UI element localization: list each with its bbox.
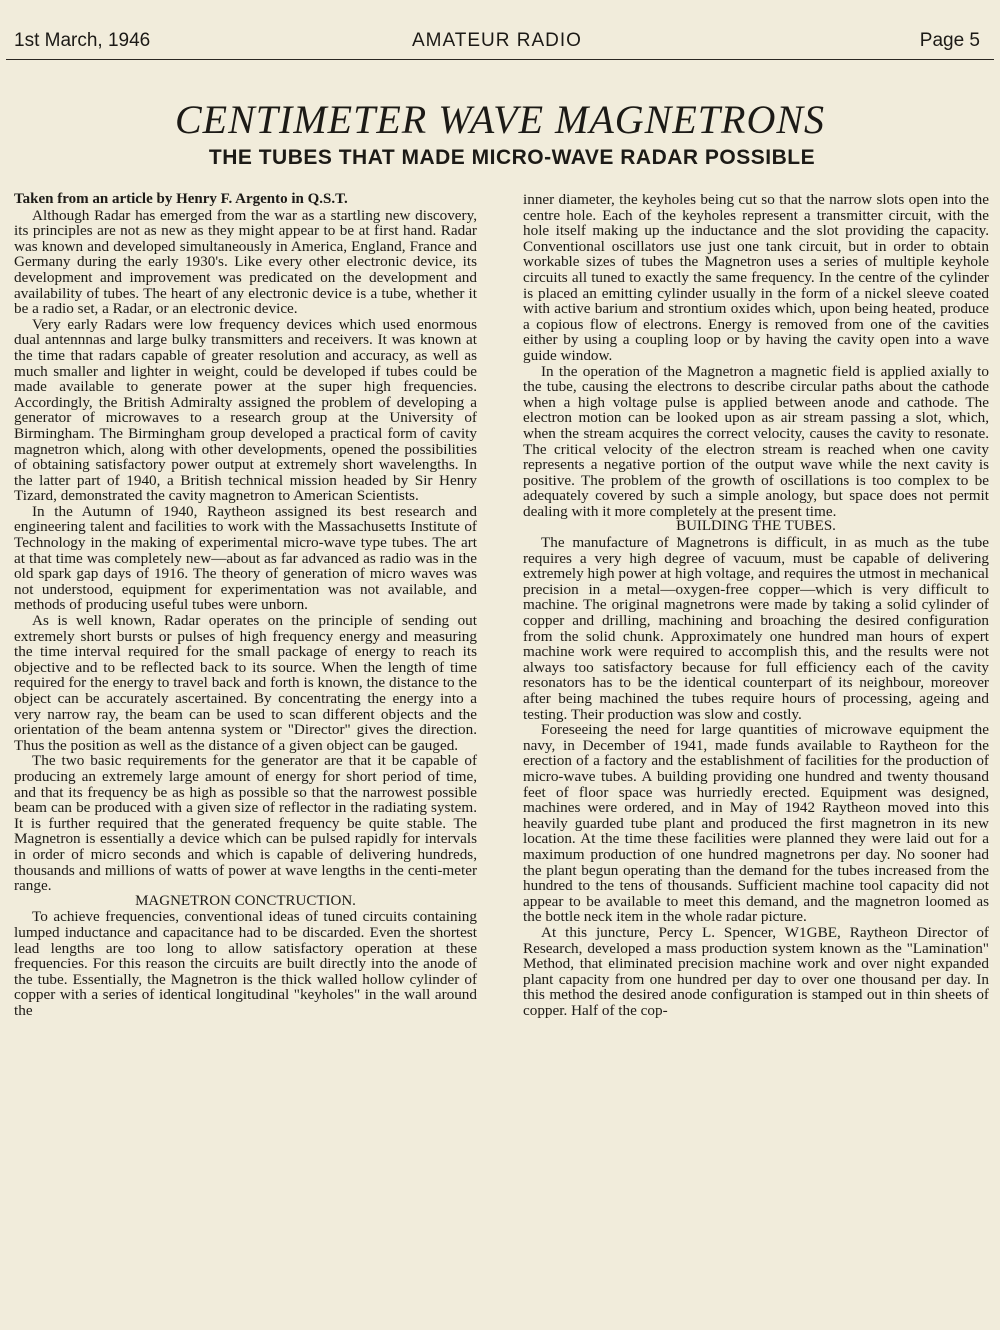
header-rule: [6, 59, 994, 60]
paragraph: Foreseeing the need for large quantities of microwave equipment the navy, in December of 1941, made funds available to Raytheon for the erection of a factory and the establishment of facilities for the production of micro-wave tubes. A building providing one hundred and twenty thousand feet of floor space was hurriedly erected. Equipment was designed, machines were ordered, and in May of 1942 Raytheon moved into this heavily guarded tube plant and produced the first magnetron in its new location. At the time these facilities were planned they were laid out for a maximum production of one hundred magnetrons per day. No sooner had the plant begun operating than the demand for the tubes increased from the hundred to the tens of thousands. Sufficient machine tool capacity did not appear to be available to meet this demand, and the magnetron loomed as the bottle neck item in the whole radar picture.: [523, 721, 989, 926]
article-title: CENTIMETER WAVE MAGNETRONS: [174, 97, 826, 142]
article-subtitle: THE TUBES THAT MADE MICRO-WAVE RADAR POSSIBLE: [208, 146, 816, 169]
issue-date: 1st March, 1946: [14, 30, 151, 51]
paragraph: Very early Radars were low frequency devices which used enormous dual antennnas and large bulky transmitters and receivers. It was known at the time that radars capable of greater resolution and accuracy, as well as much smaller and lighter in weight, could be developed if tubes could be made available to generate power at the super high frequencies. Accordingly, the British Admiralty assigned the problem of developing a generator of microwaves to a research group at the University of Birmingham. The Birmingham group developed a practical form of cavity magnetron which, along with other developments, opened the possibilities of obtaining satisfactory power output at extremely short wavelengths. In the latter part of 1940, a British technical mission headed by Sir Henry Tizard, demonstrated the cavity magnetron to American Scientists.: [14, 315, 477, 505]
page-number: Page 5: [919, 30, 980, 51]
paragraph: As is well known, Radar operates on the principle of sending out extremely short bursts or pulses of high frequency energy and measuring the time interval required for the small package of energy to reach its objective and to be reflected back to its source. When the length of time required for the energy to travel back and forth is known, the distance to the object can be accurately ascertained. By concentrating the energy into a very narrow ray, the beam can be used to scan different objects and the orientation of the beam antenna system or "Director" gives the direction. Thus the position as well as the distance of a given object can be gauged.: [14, 612, 477, 754]
magazine-name: AMATEUR RADIO: [412, 30, 582, 51]
construction-paragraphs: [14, 909, 477, 1018]
left-column: [14, 192, 477, 1018]
paragraph: In the operation of the Magnetron a magnetic field is applied axially to the tube, causing the electrons to describe circular paths about the cathode when a high voltage pulse is applied between anode and cathode. The electron motion can be looked upon as air stream passing a slot, which, when the stream acquires the correct velocity, causes the cavity to resonate. The critical velocity of the electron stream is reached when one cavity represents a negative portion of the output wave while the next cavity is positive. The problem of the growth of oscillations is too complex to be adequately covered by such a simple anology, but space does not permit dealing with it more completely at the present time.: [523, 362, 989, 520]
paragraph: In the Autumn of 1940, Raytheon assigned its best research and engineering talent and facilities to work with the Massachusetts Institute of Technology in the making of experimental micro-wave type tubes. The art at that time was completely new—about as far advanced as radio was in the old spark gap days of 1916. The theory of generation of micro waves was not understood, equipment for experimentation was not available, and methods of producing useful tubes were unborn.: [14, 502, 477, 614]
paragraph: The two basic requirements for the generator are that it be capable of producing an extremely large amount of energy for short period of time, and that its frequency be as high as possible so that the narrowest possible beam can be produced with a given size of reflector in the radiating system. It is further required that the generated frequency be quite stable. The Magnetron is essentially a device which can be pulsed rapidly for intervals in order of micro seconds and which is capable of delivering hundreds, thousands and millions of watts of power at wave lengths in the centi-meter range.: [14, 752, 477, 895]
paragraph: inner diameter, the keyholes being cut so that the narrow slots open into the centre hole. Each of the keyholes represent a transmitter circuit, with the hole itself making up the inductance and the slot providing the capacity. Conventional oscillators use just one tank circuit, but in order to obtain workable sizes of tubes the Magnetron uses a series of multiple keyhole circuits all tuned to exactly the same frequency. In the centre of the cylinder is placed an emitting cylinder usually in the form of a nickel sleeve coated with active barium and strontium oxides which, upon being heated, produce a copious flow of electrons. Energy is removed from one of the cavities either by using a coupling loop or by having the cavity open into a wave guide window.: [523, 191, 989, 364]
right-paragraphs: [523, 192, 989, 519]
page-header: [14, 30, 990, 56]
paragraph: Although Radar has emerged from the war as a startling new discovery, its principles are not as new as they might appear to be at first hand. Radar was known and developed simultaneously in America, England, France and Germany during the early 1930's. Like every other electronic device, its development and improvement was predicated on the development and availability of tubes. The heart of any electronic device is a tube, whether it be a radio set, a Radar, or an electronic device.: [14, 206, 477, 318]
paragraph: To achieve frequencies, conventional ideas of tuned circuits containing lumped inductance and capacitance had to be discarded. Even the shortest lead lengths are too long to allow satisfactory operation at these frequencies. For this reason the circuits are built directly into the anode of the tube. Essentially, the Magnetron is the thick walled hollow cylinder of copper with a series of identical longitudinal "keyholes" in the wall around the: [14, 908, 477, 1019]
section-heading-construction: MAGNETRON CONCTRUCTION.: [135, 892, 356, 909]
right-column: [523, 192, 989, 1018]
byline: Taken from an article by Henry F. Argento in Q.S.T.: [14, 191, 348, 207]
section-heading-building: BUILDING THE TUBES.: [676, 518, 836, 535]
paragraph: At this juncture, Percy L. Spencer, W1GBE, Raytheon Director of Research, developed a mass production system known as the "Lamination" Method, that eliminated precision machine work and over night expanded plant capacity from one hundred per day to over one thousand per day. In this method the desired anode configuration is stamped out in thin sheets of copper. Half of the cop-: [523, 923, 989, 1019]
left-paragraphs: [14, 208, 477, 894]
paragraph: The manufacture of Magnetrons is difficult, in as much as the tube requires a very high degree of vacuum, must be capable of delivering extremely high power at high voltage, and requires the utmost in mechanical precision in a metal—oxygen-free copper—which is very difficult to machine. The original magnetrons were made by taking a solid cylinder of copper and drilling, machining and broaching the desired configuration from the solid chunk. Approximately one hundred man hours of expert machine work were required to accomplish this, and the results were not always too satisfactory because for full efficiency each of the cavity resonators has to be the identical counterpart of its neighbour, moreover after being machined the tubes require hours of processing, ageing and testing. Their production was slow and costly.: [523, 534, 989, 723]
building-paragraphs: [523, 535, 989, 1018]
